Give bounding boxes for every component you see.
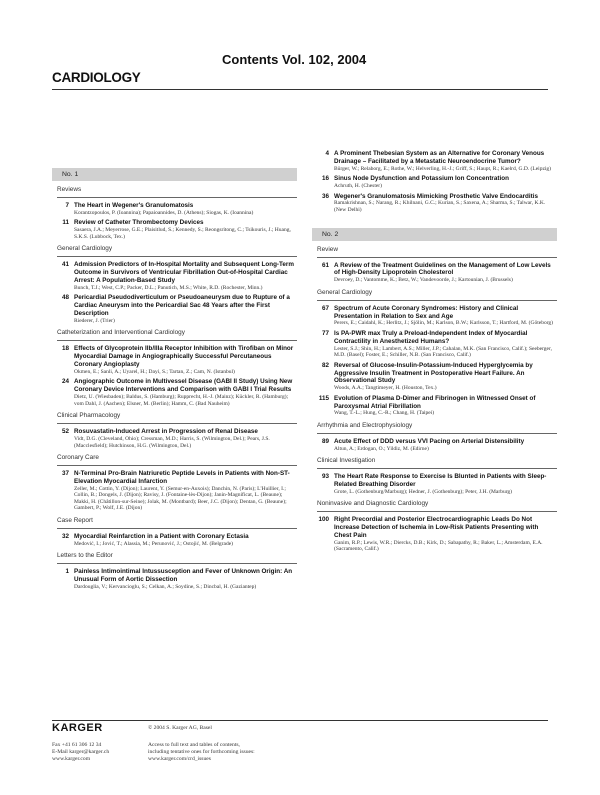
article-authors: Bunch, T.J.; West, C.P.; Packer, D.L.; Panutich, M.S.; White, R.D. (Rochester, Minn.) xyxy=(74,284,263,291)
toc-entry[interactable] xyxy=(52,294,297,324)
section-heading: Coronary Care xyxy=(57,454,99,462)
section-investigation xyxy=(312,457,557,495)
section-heading: Letters to the Editor xyxy=(57,552,113,560)
toc-entry[interactable] xyxy=(52,568,297,590)
section-pharm xyxy=(52,412,297,449)
article-authors: Medović, I.; Jović, T.; Alassia, M.; Perunović, J.; Ostojić, M. (Belgrade) xyxy=(74,540,233,547)
page-number: 115 xyxy=(318,394,329,402)
toc-entry[interactable] xyxy=(52,378,297,407)
article-title[interactable]: Admission Predictors of In-Hospital Mortality and Subsequent Long-Term Outcome in Survivors of Ventricular Fibrillation Out-of-Hospital Cardiac Arrest: A Population-Based Study xyxy=(74,261,294,284)
section-rule xyxy=(317,300,557,301)
article-title[interactable]: A Review of the Treatment Guidelines on the Management of Low Levels of High-Density Lipoprotein Cholesterol xyxy=(334,261,551,277)
issue-band-no2: No. 2 xyxy=(312,228,557,241)
footer-rule xyxy=(52,720,548,721)
article-title[interactable]: Reversal of Glucose-Insulin-Potassium-Induced Hyperglycemia by Aggressive Insulin Treatment in Postoperative Heart Failure. An Observational Study xyxy=(334,361,533,385)
article-authors: Ganim, R.P.; Lewis, W.R.; Diercks, D.B.; Kirk, D.; Sabapathy, R.; Baker, L.; Amsterdam, E.A. (Sacramento, Calif.) xyxy=(334,539,543,553)
article-authors: Grote, L. (Gothenburg/Marburg); Hedner, J. (Gothenburg); Peter, J.H. (Marburg) xyxy=(334,488,513,495)
access-line: including tentative ones for forthcoming issues: xyxy=(148,748,255,755)
toc-entry[interactable] xyxy=(52,345,297,375)
section-rule xyxy=(57,197,297,198)
article-authors: Sasaera, J.A.; Meyerrose, G.E.; Plaisitlud, S.; Kennedy, S.; Reongsritong, C.; Tsikouris, J.; Huang, S.K.S. (Lubbock, Tex.) xyxy=(74,227,291,240)
article-authors: Woods, A.A.; Tangtimeyer, H. (Houston, Tex.) xyxy=(334,385,437,392)
section-rule xyxy=(57,528,297,529)
article-title[interactable]: Wegener's Granulomatosis Mimicking Prosthetic Valve Endocarditis xyxy=(334,192,538,200)
section-case xyxy=(52,517,297,547)
toc-entry[interactable] xyxy=(312,395,557,417)
toc-entry[interactable] xyxy=(312,473,557,495)
page-number: 93 xyxy=(321,473,329,481)
section-heading: General Cardiology xyxy=(57,245,113,253)
article-title[interactable]: Rosuvastatin-Induced Arrest in Progression of Renal Disease xyxy=(74,428,258,436)
article-authors: Korantzopoulos, P. (Ioannina); Papaioannides, D. (Athens); Siogas, K. (Ioannina) xyxy=(74,209,254,216)
toc-entry[interactable] xyxy=(52,470,297,512)
section-review2 xyxy=(312,246,557,284)
article-authors: Devroey, D.; Vantomme, K.; Betz, W.; Vandevoorde, J.; Kartounian, J. (Brussels) xyxy=(334,277,513,284)
page-number: 1 xyxy=(65,568,69,576)
section-rule xyxy=(57,563,297,564)
article-authors: Altun, A.; Erdogan, O.; Yildiz, M. (Edirne) xyxy=(334,445,429,452)
page-title: Contents Vol. 102, 2004 xyxy=(222,52,367,67)
page-number: 36 xyxy=(321,192,329,200)
toc-entry[interactable] xyxy=(52,219,297,240)
article-title[interactable]: Sinus Node Dysfunction and Potassium Ion Concentration xyxy=(334,175,509,183)
article-title[interactable]: Is PA-PWR max Truly a Preload-Independent Index of Myocardial Contractility in Anesthetized Humans? xyxy=(334,329,528,345)
issue-band-no1: No. 1 xyxy=(52,168,297,181)
toc-entry[interactable] xyxy=(312,262,557,284)
page-number: 16 xyxy=(321,175,329,183)
section-cath xyxy=(52,329,297,407)
right-column xyxy=(312,150,557,556)
section-rule xyxy=(317,257,557,258)
toc-entry[interactable] xyxy=(312,438,557,452)
article-authors: Bürger, W.; Relaborg, E.; Rothe, W.; Helverling, H.-J.; Griff, S.; Haupt, R.; Kaelrd, G.D. (Leipzig) xyxy=(334,165,552,172)
toc-entry[interactable] xyxy=(312,362,557,392)
access-info xyxy=(148,742,255,762)
section-rule xyxy=(317,468,557,469)
page-number: 48 xyxy=(61,294,69,302)
section-coronary xyxy=(52,454,297,512)
section-heading: Case Report xyxy=(57,517,93,525)
toc-entry[interactable] xyxy=(312,330,557,359)
section-rule xyxy=(317,433,557,434)
publisher-contact xyxy=(52,742,109,762)
toc-entry[interactable] xyxy=(52,202,297,216)
page-number: 82 xyxy=(321,361,329,369)
email-text: E-Mail karger@karger.ch xyxy=(52,748,110,755)
section-heading: Review xyxy=(317,245,338,253)
article-title[interactable]: Review of Catheter Thrombectomy Devices xyxy=(74,219,204,227)
section-general xyxy=(52,245,297,324)
page-number: 37 xyxy=(61,470,69,478)
page-number: 77 xyxy=(321,329,329,337)
article-title[interactable]: The Heart in Wegener's Granulomatosis xyxy=(74,202,194,209)
section-heading: Reviews xyxy=(57,186,82,193)
article-title[interactable]: Pericardial Pseudodiverticulum or Pseudoaneurysm due to Rupture of a Cardiac Aneurysm into the Pericardial Sac 48 Years after the First Description xyxy=(74,294,290,317)
article-authors: Wang, T.-L.; Hung, C.-R.; Chang, H. (Taipei) xyxy=(334,410,435,417)
access-line: Access to full text and tables of contents, xyxy=(148,742,240,748)
toc-entry[interactable] xyxy=(52,261,297,291)
publisher-logo: KARGER xyxy=(52,722,103,734)
page-number: 100 xyxy=(318,516,329,524)
section-letters xyxy=(52,552,297,590)
article-title[interactable]: Angiographic Outcome in Multivessel Disease (GABI II Study) Using New Coronary Device Interventions and Comparison with GABI I Trial Results xyxy=(74,378,293,394)
page-number: 41 xyxy=(61,261,69,269)
article-title[interactable]: Right Precordial and Posterior Electrocardiographic Leads Do Not Increase Detection of Ischemia in Low-Risk Patients Presenting with Chest Pain xyxy=(334,516,539,540)
toc-entry[interactable] xyxy=(52,428,297,449)
toc-entry[interactable] xyxy=(312,193,557,214)
article-authors: Riederer, J. (Trier) xyxy=(74,317,115,324)
section-heading: Arrhythmia and Electrophysiology xyxy=(317,421,413,429)
toc-entry[interactable] xyxy=(312,175,557,189)
section-noninvasive xyxy=(312,500,557,553)
page-number: 7 xyxy=(65,202,69,209)
section-rule xyxy=(57,465,297,466)
section-heading: Catheterization and Interventional Cardiology xyxy=(57,329,185,337)
article-title[interactable]: Myocardial Reinfarction in a Patient with Coronary Ectasia xyxy=(74,533,249,541)
header-rule xyxy=(52,89,548,90)
page-number: 11 xyxy=(62,219,69,227)
section-rule xyxy=(57,256,297,257)
section-heading: Noninvasive and Diagnostic Cardiology xyxy=(317,500,429,508)
left-column xyxy=(52,168,297,594)
article-authors: Achruth, H. (Chester) xyxy=(334,182,382,189)
article-authors: Perers, E.; Caidahl, K.; Herlitz, J.; Sjölin, M.; Karlson, B.W.; Karlsson, T.; Hartford, M. (Göteborg) xyxy=(334,320,554,327)
page-number: 24 xyxy=(61,378,69,386)
page-number: 67 xyxy=(321,304,329,312)
article-title[interactable]: Effects of Glycoprotein IIb/IIIa Receptor Inhibition with Tirofiban on Minor Myocardial Damage in Angiographically Successful Percutaneous Coronary Angioplasty xyxy=(74,345,294,368)
section-rule xyxy=(317,511,557,512)
section-heading: General Cardiology xyxy=(317,288,373,296)
page-number: 89 xyxy=(321,437,329,445)
section-rule xyxy=(57,423,297,424)
article-title[interactable]: Evolution of Plasma D-Dimer and Fibrinogen in Witnessed Onset of Paroxysmal Atrial Fibrillation xyxy=(334,394,536,410)
section-general2 xyxy=(312,289,557,417)
article-title[interactable]: Spectrum of Acute Coronary Syndromes: History and Clinical Presentation in Relation to Sex and Age xyxy=(334,304,519,320)
toc-entry[interactable] xyxy=(312,516,557,553)
page-number: 4 xyxy=(325,150,329,157)
journal-logo: CARDIOLOGY xyxy=(52,70,141,85)
section-heading: Clinical Pharmacology xyxy=(57,412,121,420)
section-arrhythmia xyxy=(312,422,557,452)
article-authors: Dietz, U. (Wiesbaden); Baldus, S. (Hamburg); Rupprecht, H.-J. (Mainz); Kückler, R. (Hamburg); vom Dahl, J. (Aachen); Elsner, M. (Berlin); Hamm, C. (Bad Nauheim) xyxy=(74,393,289,407)
article-title[interactable]: The Heart Rate Response to Exercise Is Blunted in Patients with Sleep-Related Breathing Disorder xyxy=(334,473,547,489)
section-reviews xyxy=(52,186,297,240)
toc-entry[interactable] xyxy=(312,150,557,172)
section-letters xyxy=(312,150,557,214)
article-authors: Okmen, E.; Sanli, A.; Uyarel, H.; Dayi, S.; Tartan, Z.; Cam, N. (Istanbul) xyxy=(74,368,235,375)
article-authors: Vidt, D.G. (Cleveland, Ohio); Cressman, M.D.; Harris, S. (Wilmington, Del.); Pears, J.S. (Macclesfield); Hutchinson, H.G. (Wilmington, Del.) xyxy=(74,435,270,449)
article-title[interactable]: N-Terminal Pro-Brain Natriuretic Peptide Levels in Patients with Non-ST-Elevation Myocardial Infarction xyxy=(74,470,290,485)
toc-entry[interactable] xyxy=(312,305,557,327)
article-authors: Zeller, M.; Cottin, Y. (Dijon); Laurent, Y. (Semur-en-Auxois); Danchin, N. (Paris); L'Huillier, I.; Collin, B.; Dongels, J. (Dijon); Ravisy, J. (Fontaine-lès-Dijon); Janin-Magnificat, L. (Beaune); Makki, H. (Châtillon-sur-Seine); Jolak, M. (Montbard); Beer, J.C. (Dijon); Dentan, G. (Beaune); Gambert, P.; Wolf, J.E. (Dijon) xyxy=(74,485,287,512)
copyright-text: © 2004 S. Karger AG, Basel xyxy=(148,725,212,731)
article-title[interactable]: Acute Effect of DDD versus VVI Pacing on Arterial Distensibility xyxy=(334,437,525,445)
page-number: 18 xyxy=(61,345,69,353)
section-rule xyxy=(57,340,297,341)
article-authors: Ramakrishnan, S.; Narang, R.; Khilnani, G.C.; Kurian, S.; Saxena, A.; Sharma, S.; Talwar, K.K. (New Delhi) xyxy=(334,200,546,213)
article-authors: Dardouglia, V.; Kervancioglu, S.; Celkan, A.; Soydine, S.; Dincbal, H. (Gaziantep) xyxy=(74,584,257,591)
article-title[interactable]: Painless Intimointimal Intussusception and Fever of Unknown Origin: An Unusual Form of Aortic Dissection xyxy=(74,568,293,584)
page-number: 61 xyxy=(321,261,329,269)
web-text: www.karger.com xyxy=(52,755,91,762)
toc-entry[interactable] xyxy=(52,533,297,547)
article-authors: Lester, S.J.; Shin, H.; Lambert, A.S.; Miller, J.P.; Cahalan, M.K. (San Francisco, Calif.); Seeberger, M.D. (Basel); Foster, E.; Schiller, N.B. (San Francisco, Calif.) xyxy=(334,345,552,359)
section-heading: Clinical Investigation xyxy=(317,457,376,465)
page-number: 52 xyxy=(61,428,69,436)
access-url: www.karger.com/crd_issues xyxy=(148,755,211,762)
article-title[interactable]: A Prominent Thebesian System as an Alternative for Coronary Venous Drainage – Facilitated by a Metastatic Neuroendocrine Tumor? xyxy=(334,150,545,165)
fax-text: Fax +41 61 306 12 34 xyxy=(52,742,102,748)
page-number: 32 xyxy=(61,533,69,541)
